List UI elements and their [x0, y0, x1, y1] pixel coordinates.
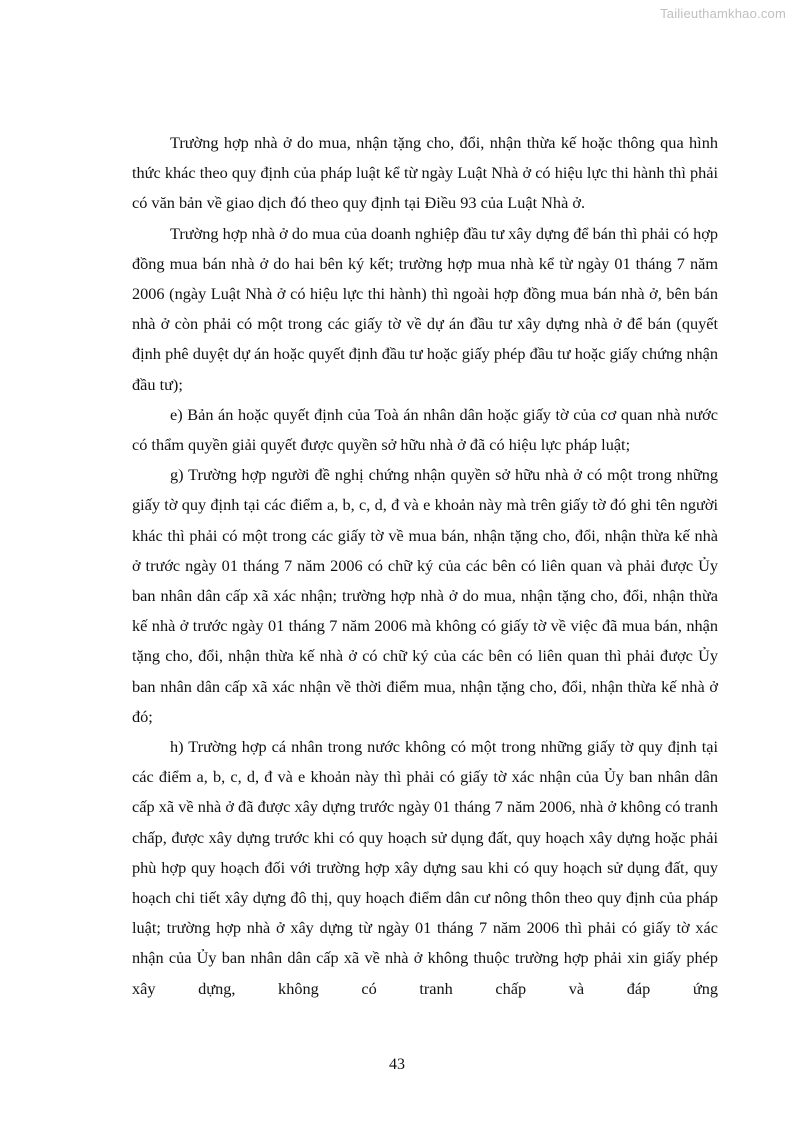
paragraph-item-g: g) Trường hợp người đề nghị chứng nhận quyền sở hữu nhà ở có một trong những giấy tờ quy định tại các điểm a, b, c, d, đ và e khoản này mà trên giấy tờ đó ghi tên người khác thì phải có một trong các giấy tờ về mua bán, nhận tặng cho, đổi, nhận thừa kế nhà ở trước ngày 01 tháng 7 năm 2006 có chữ ký của các bên có liên quan và phải được Ủy ban nhân dân cấp xã xác nhận; trường hợp nhà ở do mua, nhận tặng cho, đổi, nhận thừa kế nhà ở trước ngày 01 tháng 7 năm 2006 mà không có giấy tờ về việc đã mua bán, nhận tặng cho, đổi, nhận thừa kế nhà ở có chữ ký của các bên có liên quan thì phải được Ủy ban nhân dân cấp xã xác nhận về thời điểm mua, nhận tặng cho, đổi, nhận thừa kế nhà ở đó; — [132, 465, 718, 726]
watermark: Tailieuthamkhao.com — [660, 6, 786, 21]
paragraph-item-h: h) Trường hợp cá nhân trong nước không có một trong những giấy tờ quy định tại các điểm a, b, c, d, đ và e khoản này thì phải có giấy tờ xác nhận của Ủy ban nhân dân cấp xã về nhà ở đã được xây dựng trước ngày 01 tháng 7 năm 2006, nhà ở không có tranh chấp, được xây dựng trước khi có quy hoạch sử dụng đất, quy hoạch xây dựng hoặc phải phù hợp quy hoạch đối với trường hợp xây dựng sau khi có quy hoạch sử dụng đất, quy hoạch chi tiết xây dựng đô thị, quy hoạch điểm dân cư nông thôn theo quy định của pháp luật; trường hợp nhà ở xây dựng từ ngày 01 tháng 7 năm 2006 thì phải có giấy tờ xác nhận của Ủy ban nhân dân cấp xã về nhà ở không thuộc trường hợp phải xin giấy phép xây dựng, không có tranh chấp và đáp ứng — [132, 737, 718, 998]
paragraph-purchase-gift-exchange: Trường hợp nhà ở do mua, nhận tặng cho, đổi, nhận thừa kế hoặc thông qua hình thức khác theo quy định của pháp luật kể từ ngày Luật Nhà ở có hiệu lực thi hành thì phải có văn bản về giao dịch đó theo quy định tại Điều 93 của Luật Nhà ở. — [132, 133, 718, 213]
page-number: 43 — [389, 1056, 405, 1073]
paragraph-purchase-from-developer: Trường hợp nhà ở do mua của doanh nghiệp đầu tư xây dựng để bán thì phải có hợp đồng mua bán nhà ở do hai bên ký kết; trường hợp mua nhà kể từ ngày 01 tháng 7 năm 2006 (ngày Luật Nhà ở có hiệu lực thi hành) thì ngoài hợp đồng mua bán nhà ở, bên bán nhà ở còn phải có một trong các giấy tờ về dự án đầu tư xây dựng nhà ở để bán (quyết định phê duyệt dự án hoặc quyết định đầu tư hoặc giấy phép đầu tư hoặc giấy chứng nhận đầu tư); — [132, 223, 718, 394]
paragraph-item-e: e) Bản án hoặc quyết định của Toà án nhân dân hoặc giấy tờ của cơ quan nhà nước có thẩm quyền giải quyết được quyền sở hữu nhà ở đã có hiệu lực pháp luật; — [132, 404, 718, 455]
page-body — [132, 128, 718, 1004]
